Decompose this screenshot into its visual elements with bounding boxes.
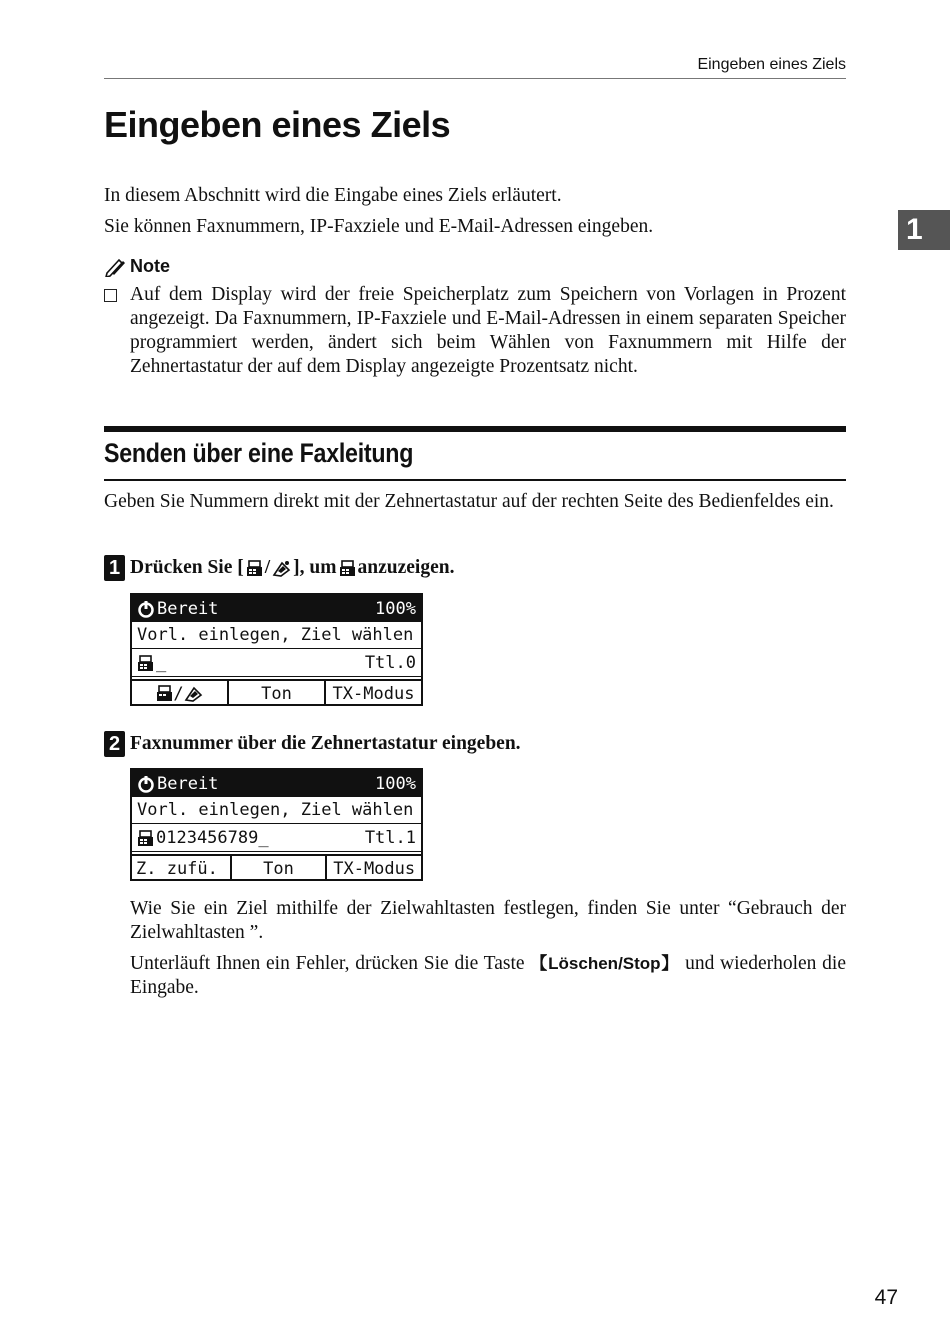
- power-icon: [137, 600, 155, 618]
- lcd-message: Vorl. einlegen, Ziel wählen: [137, 800, 414, 820]
- section-title: Senden über eine Faxleitung: [104, 438, 414, 468]
- lcd-entry-value: _: [156, 653, 167, 673]
- lcd-softkeys: [132, 679, 421, 706]
- section-intro: Geben Sie Nummern direkt mit der Zehnertastatur auf der rechten Seite des Bedienfeldes ein.: [104, 491, 834, 512]
- page-title: Eingeben eines Ziels: [104, 104, 451, 145]
- lcd-message-row: [132, 622, 421, 649]
- lcd-entry-row: [132, 650, 421, 677]
- fax-icon: [339, 560, 356, 577]
- note-pencil-icon: [104, 257, 126, 277]
- fax-icon: [246, 560, 263, 577]
- lcd-total: Ttl.0: [364, 653, 416, 673]
- scanner-mail-icon: [272, 560, 291, 577]
- section-rule: [104, 479, 846, 481]
- lcd-display-2: [130, 768, 423, 881]
- error-instruction: Unterläuft Ihnen ein Fehler, drücken Sie die Taste 【Löschen/Stop】 und wiederholen die Eingabe.: [130, 953, 847, 998]
- scanner-mail-icon: [184, 685, 203, 702]
- lcd-message-row: [132, 797, 421, 824]
- note-text: Auf dem Display wird der freie Speicherplatz zum Speichern von Vorlagen in Prozent angezeigt. Da Faxnummern, IP-Faxziele und E-Mail-Adressen in einem separaten Speicher programmiert werden, ändert sich beim Wählen von Faxnummern mit Hilfe der Zehnertastatur der auf dem Display angezeigte Prozentsatz nicht.: [130, 284, 846, 377]
- lcd-display-1: [130, 593, 423, 706]
- tx-modus-button[interactable]: TX-Modus: [325, 854, 421, 881]
- lcd-entry-value: 0123456789_: [156, 828, 269, 848]
- loeschen-stop-key: 【Löschen/Stop】: [530, 954, 680, 973]
- lcd-percent: 100%: [375, 598, 416, 619]
- fax-icon: [137, 830, 154, 847]
- lcd-status-row: [132, 770, 421, 797]
- section-top-bar: [104, 426, 846, 432]
- fax-icon: [137, 655, 154, 672]
- chapter-tab: 1: [898, 210, 950, 250]
- running-header: Eingeben eines Ziels: [697, 56, 846, 73]
- lcd-status: Bereit: [157, 773, 219, 794]
- note-heading: [104, 256, 170, 277]
- step-2: [104, 731, 521, 757]
- ton-button[interactable]: Ton: [227, 679, 324, 706]
- lcd-status: Bereit: [157, 598, 219, 619]
- note-bullet-box-icon: [104, 289, 117, 302]
- step-number: 2: [104, 731, 125, 757]
- page-number: 47: [874, 1286, 898, 1309]
- intro-paragraph-1: In diesem Abschnitt wird die Eingabe eines Ziels erläutert.: [104, 185, 562, 206]
- header-rule: [104, 78, 846, 79]
- lcd-percent: 100%: [375, 773, 416, 794]
- fax-icon: [156, 685, 173, 702]
- zielwahl-reference: Wie Sie ein Ziel mithilfe der Zielwahltasten festlegen, finden Sie unter “Gebrauch der Zielwahltasten ”.: [130, 898, 846, 943]
- lcd-entry-row: [132, 825, 421, 852]
- lcd-total: Ttl.1: [364, 828, 416, 848]
- note-item: [104, 283, 846, 379]
- ton-button[interactable]: Ton: [230, 854, 326, 881]
- z-zufu-button[interactable]: Z. zufü.: [132, 854, 230, 881]
- lcd-softkeys: [132, 854, 421, 881]
- fax-scanner-toggle-button[interactable]: /: [132, 679, 227, 706]
- note-label: Note: [130, 256, 170, 276]
- power-icon: [137, 775, 155, 793]
- tx-modus-button[interactable]: TX-Modus: [324, 679, 421, 706]
- step-number: 1: [104, 555, 125, 581]
- lcd-status-row: [132, 595, 421, 622]
- intro-paragraph-2: Sie können Faxnummern, IP-Faxziele und E-Mail-Adressen eingeben.: [104, 216, 654, 237]
- step-text: Drücken Sie [ / ], um anzuzeigen.: [130, 557, 455, 578]
- step-text: Faxnummer über die Zehnertastatur eingeben.: [130, 733, 521, 754]
- step-1: [104, 555, 454, 581]
- lcd-message: Vorl. einlegen, Ziel wählen: [137, 625, 414, 645]
